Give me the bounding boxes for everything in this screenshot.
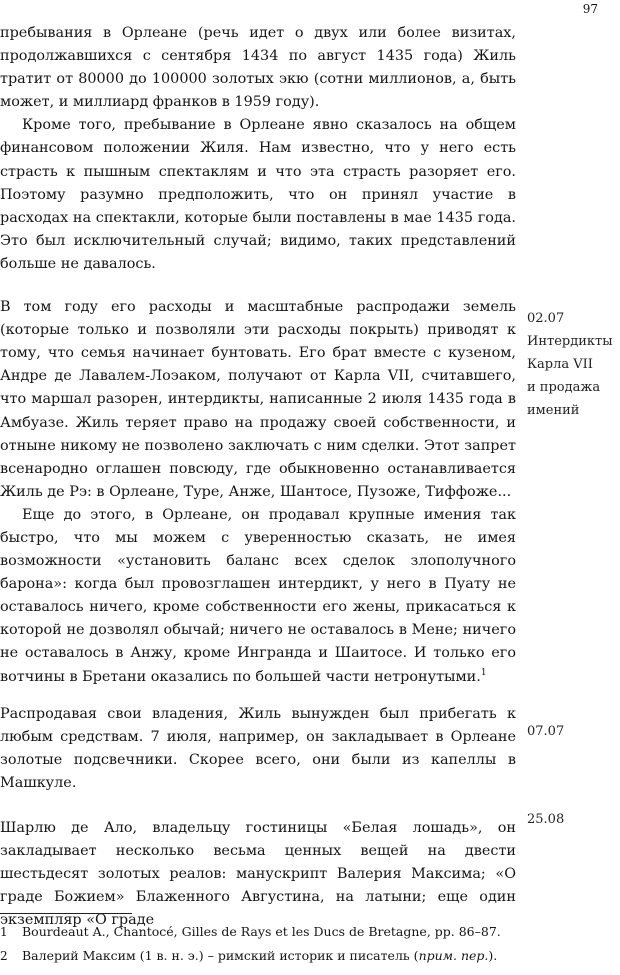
- paragraph-5: Распродавая свои владения, Жиль вынужден был прибегать к любым средствам. 7 июля, например, он закладывает в Орлеане золотые подсвечники. Скорее всего, они были из капеллы в Машкуле.: [0, 705, 516, 791]
- footnote-italic-note: прим. пер.: [418, 948, 489, 963]
- footnote-number: 2: [0, 949, 8, 963]
- page-number: 97: [582, 2, 598, 16]
- paragraph-2: Кроме того, пребывание в Орлеане явно сказалось на общем финансовом положении Жиля. Нам известно, что у него есть страсть к пышным спектаклям и что эта страсть разоряет его. Поэтому разумно предположить, что он принял участие в расходах на спектакли, которые были поставлены в мае 1435 года. Это был исключительный случай; видимо, таких представлений больше не давалось.: [0, 117, 516, 272]
- margin-note-line: и продажа: [527, 380, 601, 395]
- footnote-ref-1: 1: [480, 667, 487, 678]
- main-text: [0, 22, 516, 932]
- footnote-text-wrap: Валерий Максим (1 в. н. э.) – римский историк и писатель (прим. пер.).: [22, 948, 498, 963]
- paragraph-6: Шарлю де Ало, владельцу гостиницы «Белая лошадь», он закладывает несколько весьма ценных вещей на двести шестьдесят золотых реалов: манускрипт Валерия Максима; «О граде Божием» Блаженного Августина, на латыни; еще один экземпляр «О граде: [0, 820, 516, 929]
- footnote-divider: [0, 913, 132, 914]
- paragraph-4: [0, 504, 516, 689]
- margin-note-line: Карла VII: [527, 357, 593, 372]
- footnote-2: [0, 944, 540, 968]
- margin-note-date: 02.07: [527, 311, 565, 326]
- margin-note-line: имений: [527, 403, 580, 418]
- margin-note-date: 25.08: [527, 812, 565, 827]
- margin-note-2508: [527, 808, 619, 831]
- paragraph-4-text: Еще до этого, в Орлеане, он продавал крупные имения так быстро, что мы можем с уверенностью сказать, не имея возможности «установить баланс всех сделок злополучного барона»: когда был провозглашен интердикт, у него в Пуату не оставалось ничего, кроме собственности его жены, прикасаться к которой не дозволял обычай; ничего не оставалось в Мене; ничего не оставалось в Анжу, кроме Ингранда и Шаитосе. И только его вотчины в Бретани оказались по большей части нетронутыми.: [0, 506, 516, 685]
- footnotes: [0, 920, 540, 968]
- paragraph-3: В том году его расходы и масштабные распродажи земель (которые только и позволяли эти расходы покрыть) приводят к тому, что семья начинает бунтовать. Его брат вместе с кузеном, Андре де Лавалем-Лоэаком, получают от Карла VII, считавшего, что маршал разорен, интердикты, написанные 2 июля 1435 года в Амбуазе. Жиль теряет право на продажу своей собственности, и отныне никому не позволено заключать с ним сделки. Этот запрет всенародно оглашен повсюду, где обыкновенно останавливается Жиль де Рэ: в Орлеане, Туре, Анже, Шантосе, Пузоже, Тиффоже...: [0, 299, 516, 500]
- paragraph-1: пребывания в Орлеане (речь идет о двух или более визитах, продолжавшихся с сентября 1434 по август 1435 года) Жиль тратит от 80000 до 100000 золотых экю (сотни миллионов, а, быть может, и миллиард франков в 1959 году).: [0, 25, 516, 111]
- margin-note-line: Интердикты: [527, 334, 613, 349]
- footnote-1: [0, 920, 540, 944]
- margin-note-0707: [527, 720, 619, 743]
- footnote-text: Bourdeaut A., Chantocé, Gilles de Rays et les Ducs de Bretagne, pp. 86–87.: [22, 924, 501, 939]
- footnote-number: 1: [0, 925, 8, 939]
- margin-note-date: 07.07: [527, 724, 565, 739]
- footnote-text: Валерий Максим (1 в. н. э.) – римский историк и писатель: [22, 948, 414, 963]
- margin-note-interdicts: [527, 307, 619, 422]
